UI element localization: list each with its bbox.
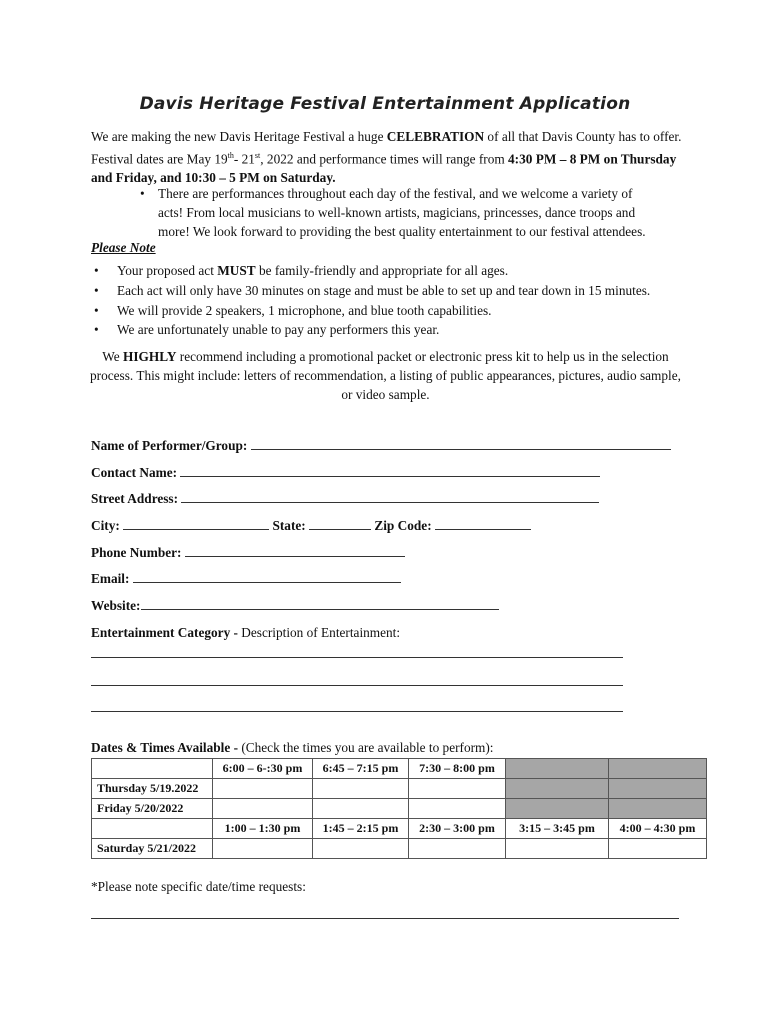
category-description: Description of Entertainment:: [241, 625, 401, 640]
celebration-text: CELEBRATION: [386, 129, 485, 144]
state-label: State:: [272, 518, 310, 533]
table-row: [92, 779, 707, 799]
bullet-dot-icon: •: [94, 263, 99, 278]
city-label: City:: [91, 518, 124, 533]
website-label: Website:: [91, 598, 141, 613]
recommendation-paragraph: [88, 347, 683, 404]
bullet-dot-icon: •: [94, 283, 99, 298]
schedule-heading-label: Dates & Times Available -: [91, 740, 242, 755]
superscript: th: [227, 151, 234, 160]
contact-label: Contact Name:: [91, 465, 181, 480]
website-input-line[interactable]: [141, 599, 499, 610]
schedule-heading-note: (Check the times you are available to perform):: [241, 740, 494, 755]
availability-checkbox[interactable]: [609, 839, 707, 859]
note-emphasis: MUST: [217, 263, 256, 278]
time-header: 6:00 – 6-:30 pm: [213, 759, 313, 779]
page-title: Davis Heritage Festival Entertainment Application: [139, 94, 631, 114]
unavailable-cell: [506, 779, 609, 799]
saturday-label: Saturday 5/21/2022: [92, 839, 213, 859]
thursday-label: Thursday 5/19.2022: [92, 779, 213, 799]
street-field: [91, 491, 599, 507]
note-item: Each act will only have 30 minutes on stage and must be able to set up and tear down in 15 minutes.: [117, 283, 651, 298]
bullet-dot-icon: •: [94, 322, 99, 337]
email-field: [91, 571, 401, 587]
city-input-line[interactable]: [123, 519, 269, 530]
availability-checkbox[interactable]: [213, 799, 313, 819]
unavailable-cell: [506, 799, 609, 819]
availability-checkbox[interactable]: [313, 779, 409, 799]
intro-bullet: There are performances throughout each day of the festival, and we welcome a variety of acts! From local musicians to well-known artists, magicians, princesses, dance troops and more! We look forward to providing the best quality entertainment to our festival attendees.: [158, 186, 646, 239]
time-header: 1:00 – 1:30 pm: [213, 819, 313, 839]
street-input-line[interactable]: [181, 492, 599, 503]
category-field: [91, 625, 400, 641]
performer-input-line[interactable]: [251, 439, 671, 450]
intro-text: We are making the new Davis Heritage Festival a huge: [91, 129, 387, 144]
unavailable-cell: [609, 779, 707, 799]
time-header: 3:15 – 3:45 pm: [506, 819, 609, 839]
availability-checkbox[interactable]: [313, 799, 409, 819]
availability-checkbox[interactable]: [506, 839, 609, 859]
intro-text: - 21: [233, 151, 255, 167]
table-row: [92, 839, 707, 859]
state-input-line[interactable]: [309, 519, 371, 530]
availability-checkbox[interactable]: [213, 839, 313, 859]
zip-input-line[interactable]: [435, 519, 531, 530]
note-text: Your proposed act: [117, 263, 218, 278]
note-item: We are unfortunately unable to pay any performers this year.: [117, 322, 440, 337]
note-item: [117, 261, 508, 280]
phone-input-line[interactable]: [185, 546, 405, 557]
table-row: [92, 799, 707, 819]
superscript: st: [254, 151, 261, 160]
zip-label: Zip Code:: [374, 518, 435, 533]
table-row: [92, 819, 707, 839]
contact-input-line[interactable]: [180, 466, 600, 477]
availability-table: [91, 758, 707, 859]
email-label: Email:: [91, 571, 133, 586]
availability-checkbox[interactable]: [409, 839, 506, 859]
requests-input-line[interactable]: [91, 918, 679, 919]
street-label: Street Address:: [91, 491, 182, 506]
unavailable-cell: [609, 759, 707, 779]
table-row: [92, 759, 707, 779]
intro-paragraph: [91, 127, 691, 187]
city-state-zip-field: [91, 518, 531, 534]
description-line-2[interactable]: [91, 685, 623, 686]
performer-field: [91, 438, 671, 454]
time-header: 1:45 – 2:15 pm: [313, 819, 409, 839]
note-item: We will provide 2 speakers, 1 microphone, and blue tooth capabilities.: [117, 303, 492, 318]
phone-label: Phone Number:: [91, 545, 185, 560]
requests-label: *Please note specific date/time requests:: [91, 879, 306, 894]
time-header: 2:30 – 3:00 pm: [409, 819, 506, 839]
time-header: 6:45 – 7:15 pm: [313, 759, 409, 779]
availability-checkbox[interactable]: [409, 799, 506, 819]
website-field: [91, 598, 499, 614]
performer-label: Name of Performer/Group:: [91, 438, 251, 453]
time-header: 7:30 – 8:00 pm: [409, 759, 506, 779]
rec-emphasis: HIGHLY: [123, 349, 177, 364]
empty-cell: [92, 759, 213, 779]
schedule-heading: [91, 740, 494, 756]
email-input-line[interactable]: [133, 572, 401, 583]
availability-checkbox[interactable]: [409, 779, 506, 799]
bullet-dot-icon: •: [140, 186, 145, 201]
friday-label: Friday 5/20/2022: [92, 799, 213, 819]
rec-text: We: [102, 349, 124, 364]
note-text: be family-friendly and appropriate for all ages.: [255, 263, 509, 278]
empty-cell: [92, 819, 213, 839]
contact-field: [91, 465, 600, 481]
availability-checkbox[interactable]: [313, 839, 409, 859]
performance-times: 4:30 PM – 8 PM on Thursday and Friday, and 10:30 – 5 PM on Saturday.: [91, 151, 677, 186]
availability-checkbox[interactable]: [213, 779, 313, 799]
bullet-dot-icon: •: [94, 303, 99, 318]
please-note-heading: Please Note: [91, 240, 156, 255]
description-line-1[interactable]: [91, 657, 623, 658]
category-label: Entertainment Category -: [91, 625, 242, 640]
rec-text: recommend including a promotional packet or electronic press kit to help us in the selection process. This might include: letters of recommendation, a listing of public appearances, pictures, audio sample, or video sample.: [90, 349, 681, 402]
description-line-3[interactable]: [91, 711, 623, 712]
intro-text: , 2022 and performance times will range from: [260, 151, 509, 167]
unavailable-cell: [609, 799, 707, 819]
phone-field: [91, 545, 405, 561]
time-header: 4:00 – 4:30 pm: [609, 819, 707, 839]
intro-text: of all that Davis County has to offer. Festival dates are May 19: [91, 129, 682, 167]
unavailable-cell: [506, 759, 609, 779]
